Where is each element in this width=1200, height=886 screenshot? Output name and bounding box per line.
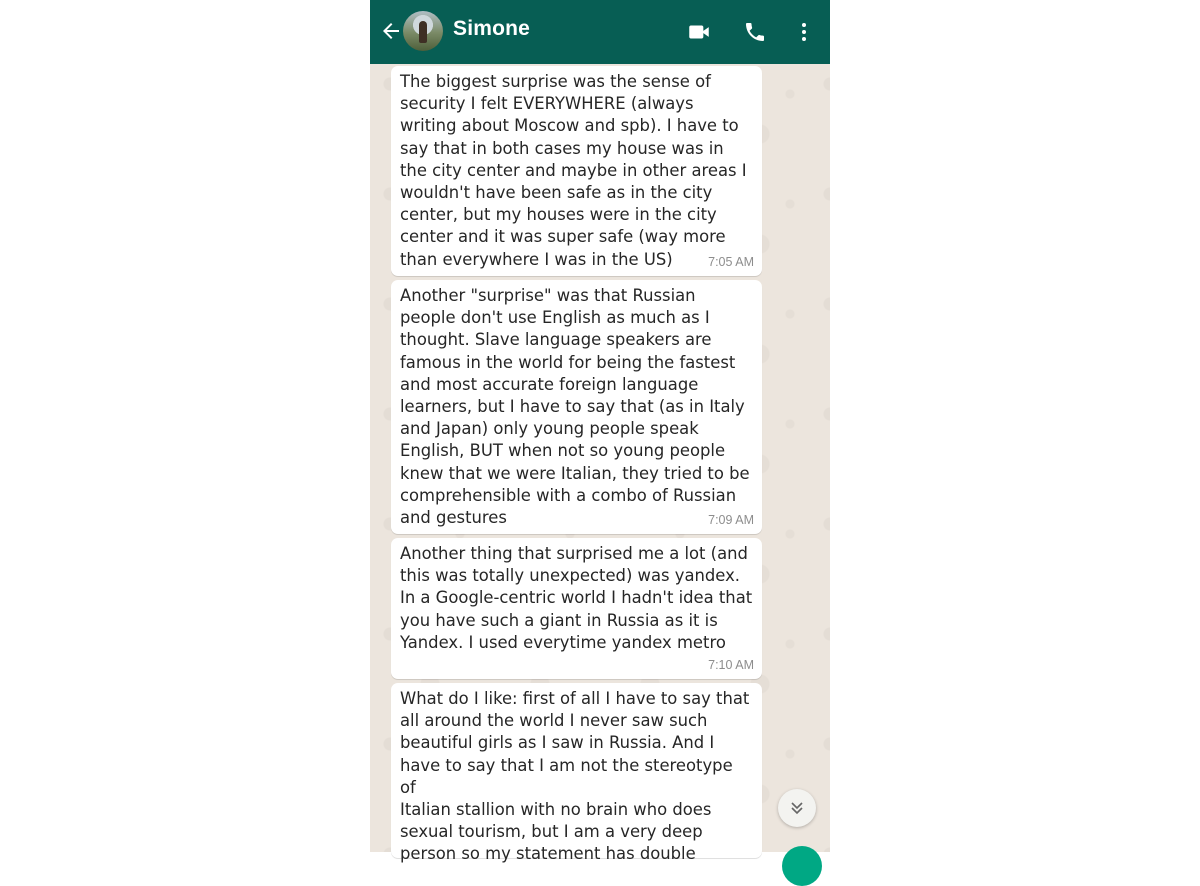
message-text: The biggest surprise was the sense of security I felt EVERYWHERE (always writing about Moscow and spb). I have to say that in both cases my house was in the city center and maybe in other areas I wouldn't have been safe as in the city center, but my houses were in the city center and it was super safe (way more than everywhere I was in the US): [400, 72, 747, 269]
message-bubble[interactable]: [391, 280, 762, 534]
phone-icon[interactable]: [739, 16, 771, 48]
message-time: 7:10 AM: [708, 657, 754, 672]
avatar-figure: [419, 21, 427, 43]
message-time: 7:05 AM: [708, 254, 754, 269]
message-text: Another thing that surprised me a lot (and this was totally unexpected) was yandex. In a Google-centric world I hadn't idea that you have such a giant in Russia as it is Yandex. I used everytime yandex metro: [400, 544, 753, 652]
more-vert-icon[interactable]: [788, 16, 820, 48]
avatar[interactable]: [403, 11, 443, 51]
message-text: What do I like: first of all I have to say that all around the world I never saw such beautiful girls as I saw in Russia. And I have to say that I am not the stereotype of Italian stallion with no brain who does sexual tourism, but I am a very deep person so my statement has double: [400, 689, 750, 864]
message-bubble[interactable]: [391, 538, 762, 679]
scroll-to-bottom-button[interactable]: [778, 789, 816, 827]
video-call-icon[interactable]: [683, 16, 715, 48]
double-chevron-down-icon: [787, 798, 807, 818]
message-time: 7:09 AM: [708, 512, 754, 527]
message-bubble[interactable]: [391, 66, 762, 276]
back-arrow-icon[interactable]: [376, 16, 406, 46]
message-text: Another "surprise" was that Russian people don't use English as much as I thought. Slave language speakers are famous in the world for being the fastest and most accurate foreign language learners, but I have to say that (as in Italy and Japan) only young people speak English, BUT when not so young people knew that we were Italian, they tried to be comprehensible with a combo of Russian and gestures: [400, 286, 750, 528]
contact-name[interactable]: Simone: [453, 17, 531, 40]
chat-screen: [370, 0, 830, 864]
message-bubble[interactable]: [391, 683, 762, 864]
compose-button[interactable]: [782, 846, 822, 886]
chat-header: [370, 0, 830, 64]
